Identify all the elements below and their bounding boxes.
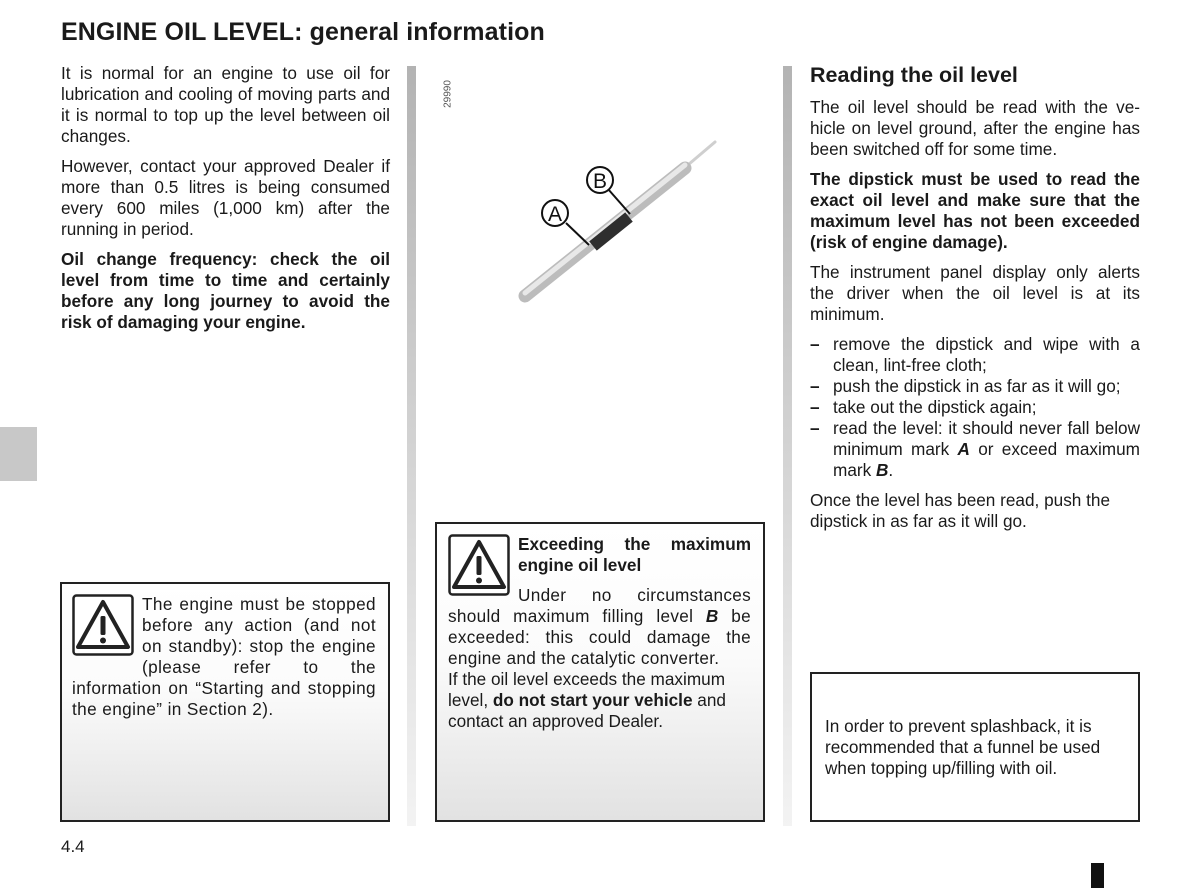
list-item: – push the dipstick in as far as it will go; — [810, 376, 1140, 397]
warning-box-stop-engine — [60, 582, 390, 822]
callout-b — [587, 167, 613, 193]
dipstick-paragraph: The dipstick must be used to read the exact oil level and make sure that the maximum level has not been exceeded (risk of engine damage). — [810, 169, 1140, 252]
max-level-text-2: If the oil level exceeds the maximum level, do not start your vehicle and contact an approved Dealer. — [448, 669, 726, 731]
svg-text:B: B — [592, 170, 608, 193]
list-item: – remove the dipstick and wipe with a clean, lint-free cloth; — [810, 334, 1140, 376]
intro-paragraph: It is normal for an engine to use oil for lubrication and cooling of moving parts and it is normal to top up the level between oil changes. — [61, 63, 390, 146]
dipstick-illustration — [500, 130, 740, 320]
page-title: ENGINE OIL LEVEL: general information — [61, 18, 545, 46]
list-item: – read the level: it should never fall below minimum mark A or exceed maximum mark B. — [810, 418, 1140, 481]
max-level-text-1: Under no circumstances should maximum filling level B be exceeded: this could damage the engine and the catalytic converter. — [448, 585, 751, 668]
warning-triangle-icon — [72, 594, 134, 661]
list-item: – take out the dipstick again; — [810, 397, 1140, 418]
warning-triangle-icon — [448, 534, 510, 601]
funnel-note-text: In order to prevent splashback, it is recommended that a funnel be used when topping up/filling with oil. — [825, 716, 1101, 778]
section-heading: Reading the oil level — [810, 63, 1018, 87]
figure-reference: 29990 — [442, 80, 454, 108]
column-divider-right — [783, 66, 792, 826]
column-divider-left — [407, 66, 416, 826]
section-tab — [0, 427, 37, 481]
display-paragraph: The instrument panel display only alerts the driver when the oil level is at its minimum. — [810, 262, 1140, 324]
consumption-paragraph: However, contact your approved Dealer if more than 0.5 litres is being consumed every 600 miles (1,000 km) after the running in period. — [61, 156, 390, 239]
frequency-paragraph: Oil change frequency: check the oil level from time to time and certainly before any long journey to avoid the risk of damaging your engine. — [61, 249, 390, 332]
page-corner-mark — [1091, 863, 1104, 888]
warning-box-max-level — [435, 522, 765, 822]
max-level-heading: Exceeding the maximum engine oil level — [518, 534, 751, 575]
svg-text:A: A — [547, 203, 563, 226]
callout-a — [542, 200, 568, 226]
stop-engine-text: The engine must be stopped before any action (and not on standby): stop the engine (please refer to the information on “Starting and stopping the engine” in Section 2). — [72, 594, 376, 719]
reading-conditions-paragraph: The oil level should be read with the vehicle on level ground, after the engine has been switched off for some time. — [810, 97, 1140, 159]
left-column — [61, 63, 390, 342]
right-column — [810, 62, 1140, 541]
page-number: 4.4 — [61, 837, 85, 856]
steps-list — [810, 334, 1140, 481]
closing-paragraph: Once the level has been read, push the dipstick in as far as it will go. — [810, 490, 1111, 531]
note-box-funnel — [810, 672, 1140, 822]
